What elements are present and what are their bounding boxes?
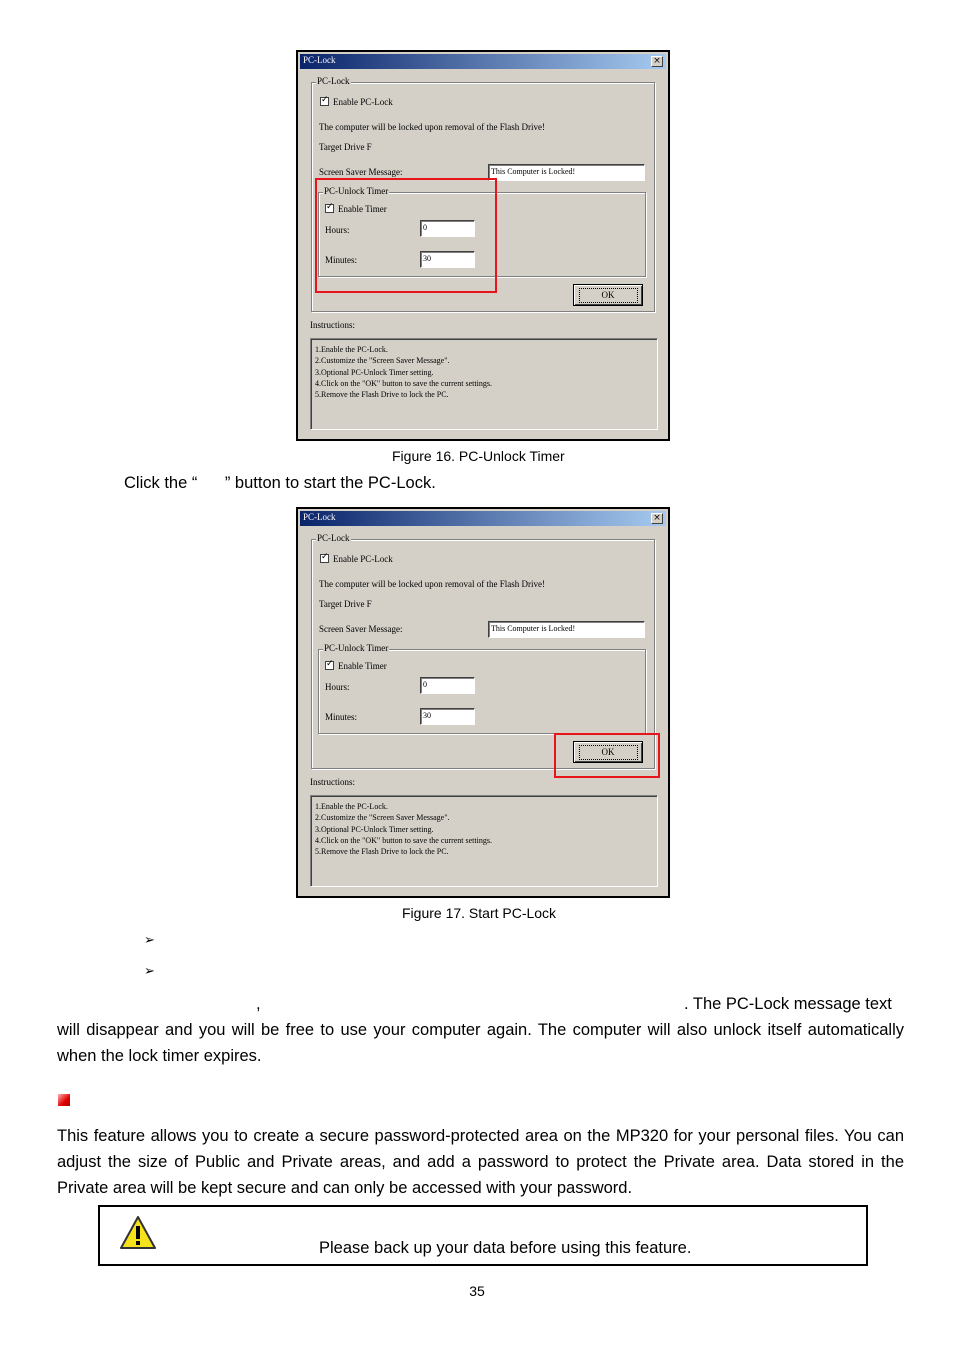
- warning-note-text: Please back up your data before using this feature.: [319, 1239, 692, 1257]
- timer-highlight-box: [315, 178, 497, 293]
- ok-button-label: OK: [579, 745, 638, 760]
- lock-notice-text: The computer will be locked upon removal of the Flash Drive!: [319, 122, 545, 132]
- ok-button-label: OK: [579, 288, 638, 303]
- ok-highlight-box: [554, 733, 660, 778]
- unlock-timer-group-label: PC-Unlock Timer: [324, 186, 389, 196]
- instruction-line: 2.Customize the "Screen Saver Message".: [315, 356, 450, 366]
- instruction-line: 3.Optional PC-Unlock Timer setting.: [315, 367, 434, 377]
- feature-paragraph: This feature allows you to create a secure password-protected area on the MP320 for your personal files. You can adjust the size of Public and Private areas, and add a password to protect the Private area. Data stored in the Private area will be kept secure and can only be accessed with your password.: [57, 1127, 904, 1197]
- enable-pc-lock-checkbox[interactable]: [320, 554, 329, 563]
- target-drive-text: Target Drive F: [319, 142, 372, 152]
- enable-timer-checkbox[interactable]: [325, 661, 334, 670]
- pc-lock-group-label: PC-Lock: [317, 533, 350, 543]
- bullet-arrow-icon: ➢: [144, 964, 155, 979]
- instruction-line: 1.Enable the PC-Lock.: [315, 802, 388, 811]
- enable-pc-lock-label: Enable PC-Lock: [333, 554, 393, 564]
- target-drive-text: Target Drive F: [319, 599, 372, 609]
- instruction-line: 5.Remove the Flash Drive to lock the PC.: [315, 847, 449, 857]
- dialog-title: PC-Lock: [303, 512, 336, 522]
- ok-button[interactable]: [573, 284, 643, 306]
- step-instruction: Click the “ ” button to start the PC-Lock.: [124, 474, 436, 492]
- bullet-arrow-icon: ➢: [144, 933, 155, 948]
- screen-saver-input[interactable]: This Computer is Locked!: [488, 621, 645, 638]
- screen-saver-label: Screen Saver Message:: [319, 624, 403, 634]
- instruction-line: 3.Optional PC-Unlock Timer setting.: [315, 824, 434, 834]
- instructions-box: [310, 795, 658, 887]
- unlock-paragraph: will disappear and you will be free to use your computer again. The computer will also unlock itself automatically when the lock timer expires.: [57, 1021, 904, 1065]
- minutes-label: Minutes:: [325, 712, 358, 722]
- close-icon[interactable]: ×: [651, 56, 663, 67]
- instructions-box: [310, 338, 658, 430]
- minutes-input[interactable]: 30: [420, 708, 475, 725]
- instruction-line: 2.Customize the "Screen Saver Message".: [315, 813, 450, 823]
- pc-lock-dialog-figure-17: [296, 507, 670, 898]
- close-icon[interactable]: ×: [651, 513, 663, 524]
- unlock-text-tail: . The PC-Lock message text: [684, 995, 892, 1013]
- warning-note-box: [98, 1205, 868, 1266]
- enable-pc-lock-checkbox[interactable]: [320, 97, 329, 106]
- enable-timer-label: Enable Timer: [338, 204, 387, 214]
- dialog-title: PC-Lock: [303, 55, 336, 65]
- instruction-line: 5.Remove the Flash Drive to lock the PC.: [315, 390, 449, 400]
- minutes-label: Minutes:: [325, 255, 358, 265]
- instruction-line: 4.Click on the "OK" button to save the current settings.: [315, 378, 492, 388]
- section-marker-icon: [58, 1094, 70, 1106]
- enable-pc-lock-label: Enable PC-Lock: [333, 97, 393, 107]
- figure-16-caption: Figure 16. PC-Unlock Timer: [392, 448, 565, 464]
- instructions-label: Instructions:: [310, 777, 355, 787]
- page-number: 35: [469, 1283, 485, 1299]
- dialog-title-bar: [300, 511, 666, 526]
- instructions-label: Instructions:: [310, 320, 355, 330]
- figure-17-caption: Figure 17. Start PC-Lock: [402, 905, 557, 921]
- instruction-line: 4.Click on the "OK" button to save the current settings.: [315, 835, 492, 845]
- instruction-line: 1.Enable the PC-Lock.: [315, 345, 388, 354]
- hours-input[interactable]: 0: [420, 677, 475, 694]
- hours-input[interactable]: 0: [420, 220, 475, 237]
- pc-lock-dialog-figure-16: [296, 50, 670, 441]
- warning-icon: [118, 1214, 158, 1252]
- screen-saver-label: Screen Saver Message:: [319, 167, 403, 177]
- minutes-input[interactable]: 30: [420, 251, 475, 268]
- pc-lock-group-label: PC-Lock: [317, 76, 350, 86]
- lock-notice-text: The computer will be locked upon removal of the Flash Drive!: [319, 579, 545, 589]
- hours-label: Hours:: [325, 682, 350, 692]
- hours-label: Hours:: [325, 225, 350, 235]
- dialog-title-bar: [300, 54, 666, 69]
- unlock-timer-group-label: PC-Unlock Timer: [324, 643, 389, 653]
- unlock-comma: ,: [256, 995, 261, 1013]
- enable-timer-label: Enable Timer: [338, 661, 387, 671]
- screen-saver-input[interactable]: This Computer is Locked!: [488, 164, 645, 181]
